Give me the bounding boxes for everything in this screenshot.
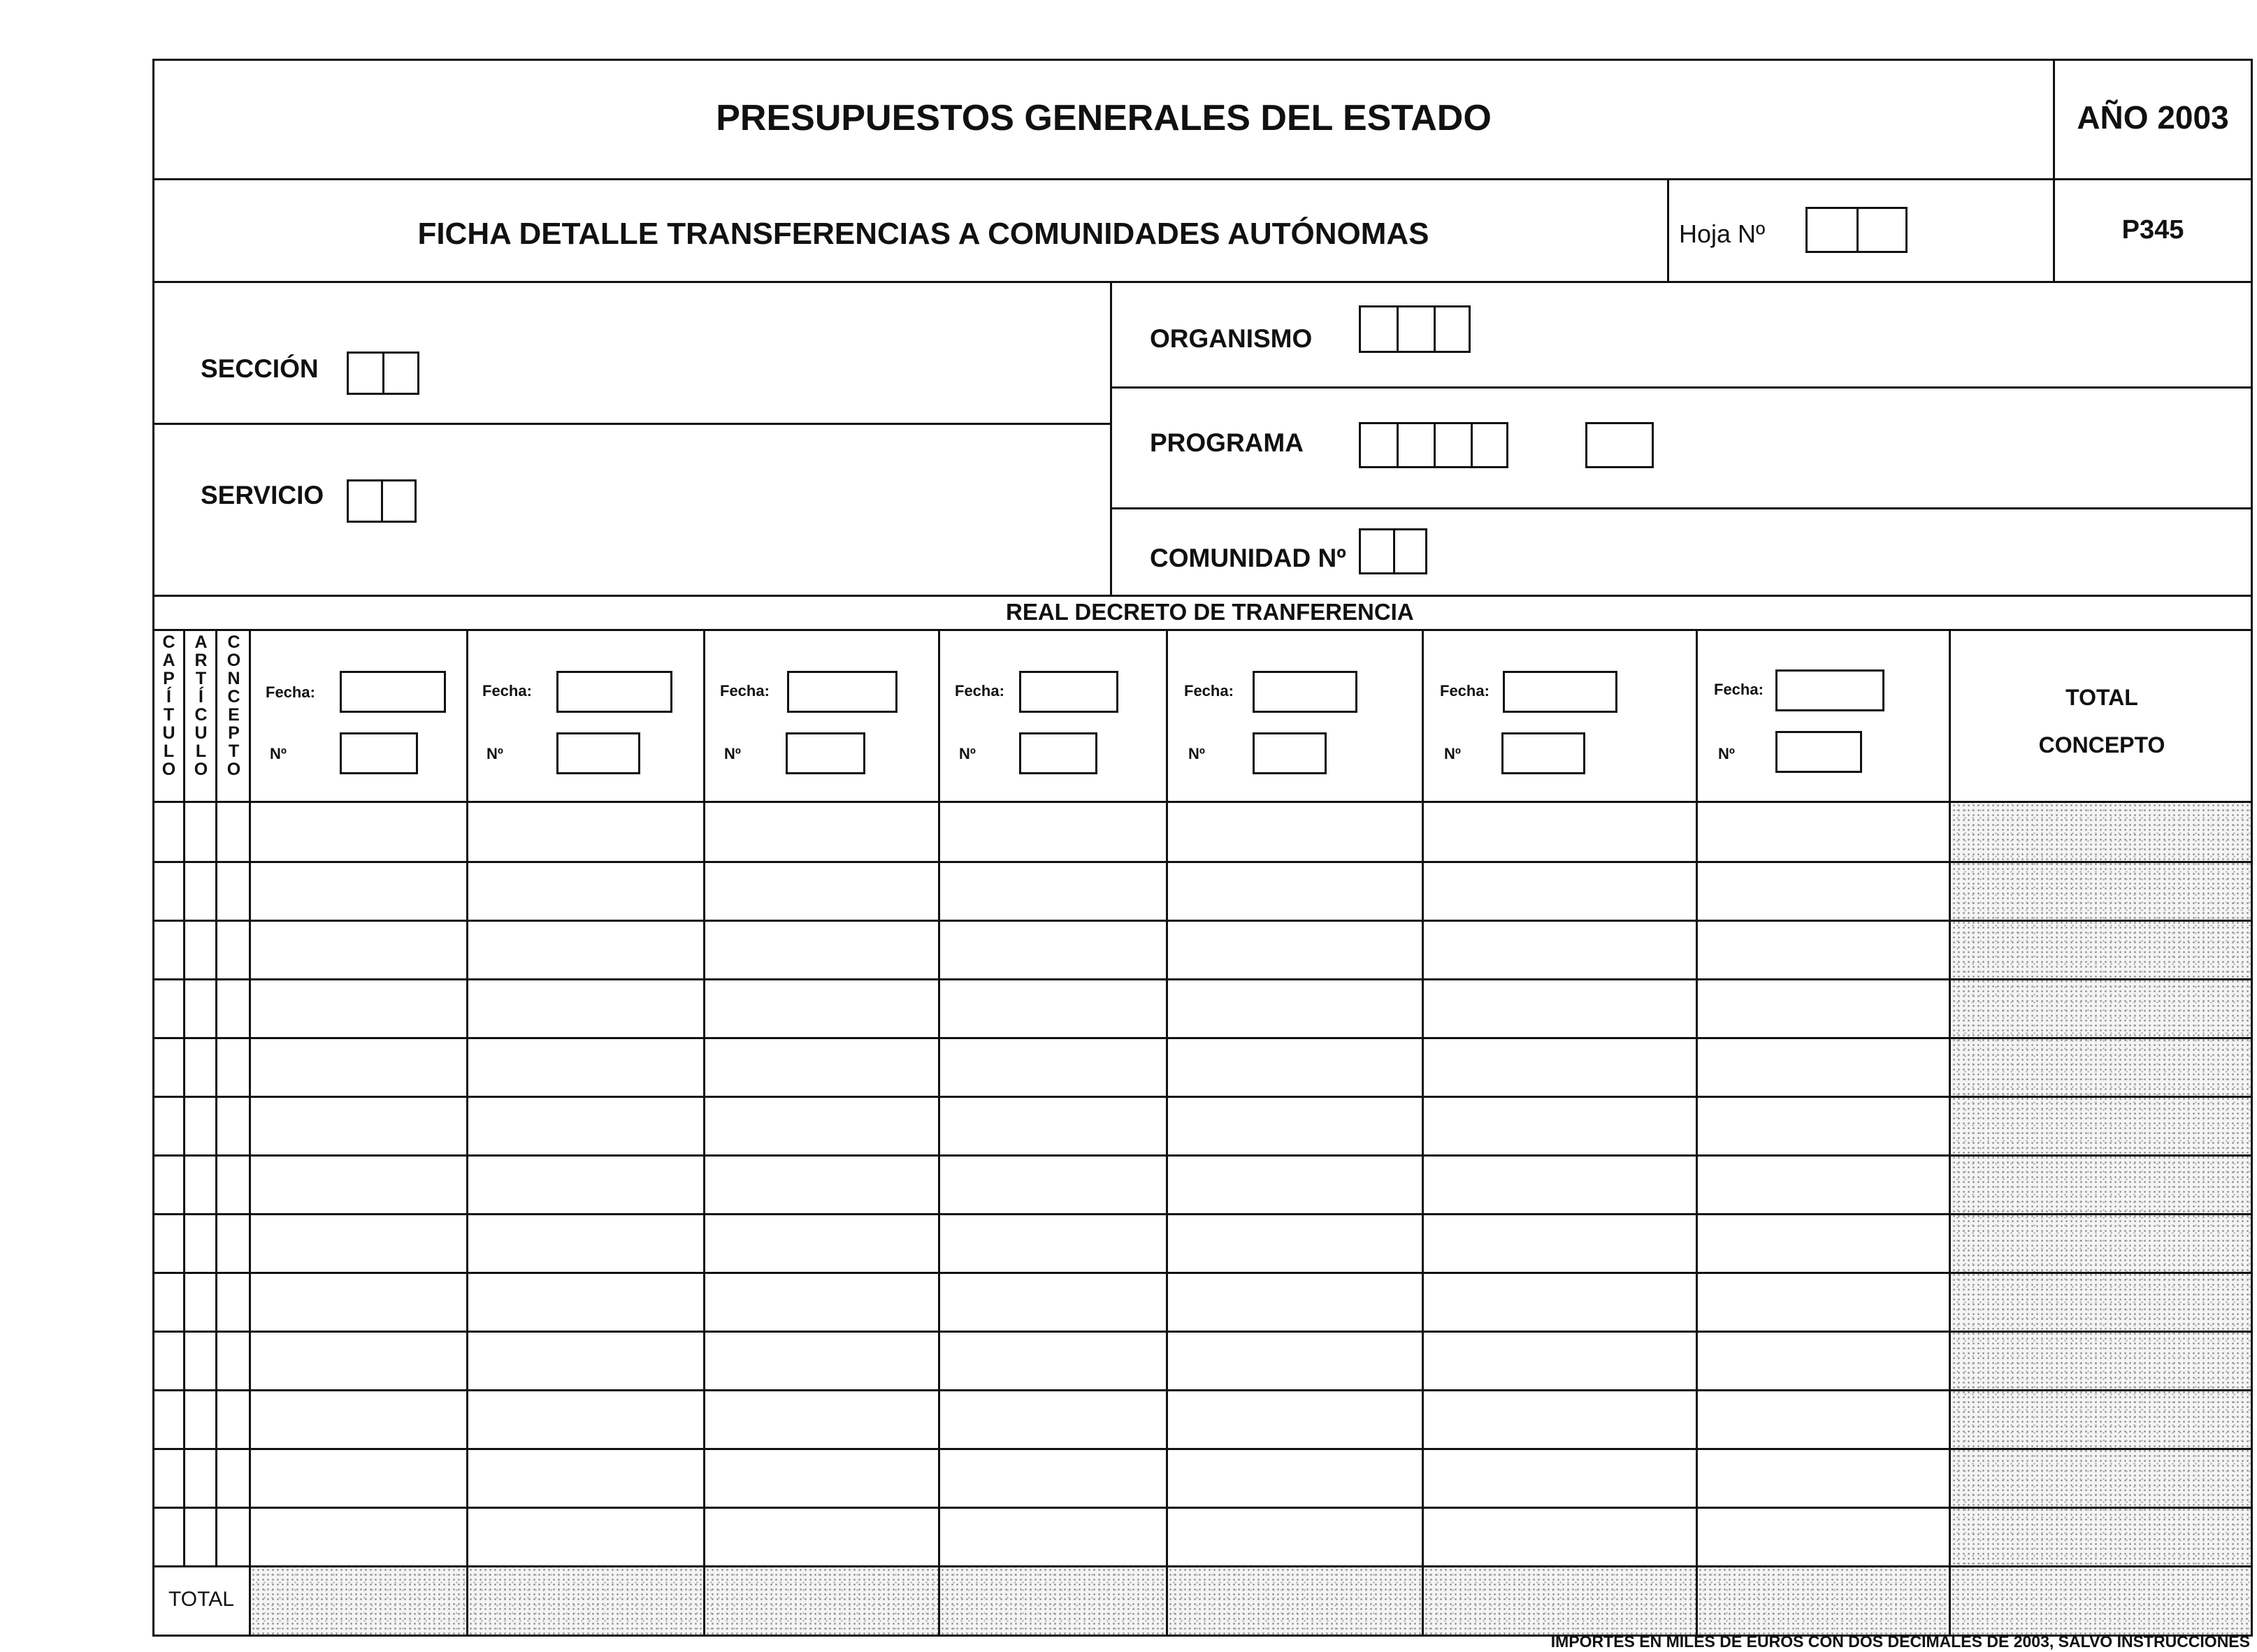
subheader-title-cell: [152, 178, 1669, 283]
total-row-shaded-4: [940, 1567, 1166, 1635]
fecha-input-4[interactable]: [1019, 671, 1118, 713]
total-row-shaded-5: [1168, 1567, 1422, 1635]
numero-input-3[interactable]: [786, 732, 865, 774]
organismo-input[interactable]: [1359, 305, 1471, 353]
fecha-input-2[interactable]: [556, 671, 672, 713]
header-year-cell: [2053, 59, 2253, 180]
numero-input-4[interactable]: [1019, 732, 1097, 774]
fecha-input-3[interactable]: [787, 671, 897, 713]
total-row-shaded-8: [1951, 1567, 2251, 1635]
numero-input-1[interactable]: [340, 732, 418, 774]
numero-input-7[interactable]: [1775, 731, 1862, 773]
hoja-number-input[interactable]: [1805, 207, 1908, 253]
total-row-shaded-2: [468, 1567, 703, 1635]
organismo-label: ORGANISMO: [1150, 324, 1313, 353]
comunidad-label: COMUNIDAD Nº: [1150, 544, 1346, 572]
page-title: PRESUPUESTOS GENERALES DEL ESTADO: [716, 98, 1492, 138]
seccion-input[interactable]: [347, 352, 419, 395]
comunidad-input[interactable]: [1359, 528, 1427, 574]
total-row-shaded-3: [705, 1567, 938, 1635]
header-title-cell: [152, 59, 2055, 180]
programa-input[interactable]: [1359, 422, 1508, 468]
footer-note: IMPORTES EN MILES DE EUROS CON DOS DECIMALES DE 2003, SALVO INSTRUCCIONES: [1550, 1632, 2250, 1651]
decree-section-title: REAL DECRETO DE TRANFERENCIA: [1006, 599, 1414, 625]
decree-section-title-cell: [152, 595, 2253, 631]
servicio-label: SERVICIO: [201, 481, 324, 509]
fecha-input-5[interactable]: [1253, 671, 1357, 713]
hoja-label: Hoja Nº: [1679, 219, 1766, 248]
articulo-header: ARTÍCULO: [191, 632, 211, 778]
fecha-input-6[interactable]: [1503, 671, 1617, 713]
servicio-input[interactable]: [347, 479, 417, 523]
total-row-shaded-1: [251, 1567, 466, 1635]
concepto-header: CONCEPTO: [224, 632, 244, 778]
form-code-cell: [2053, 178, 2253, 283]
fecha-input-7[interactable]: [1775, 669, 1884, 711]
total-row-label: TOTAL: [168, 1588, 234, 1611]
programa-label: PROGRAMA: [1150, 428, 1304, 457]
numero-input-2[interactable]: [556, 732, 640, 774]
total-row-shaded-7: [1698, 1567, 1949, 1635]
programa-extra-input[interactable]: [1585, 422, 1654, 468]
year-label: AÑO 2003: [2077, 99, 2229, 136]
total-row-shaded-6: [1424, 1567, 1696, 1635]
seccion-label: SECCIÓN: [201, 354, 319, 383]
total-concepto-header-line2: CONCEPTO: [2038, 732, 2165, 758]
capitulo-header: CAPÍTULO: [159, 632, 179, 778]
total-concepto-header-line1: TOTAL: [2065, 685, 2138, 710]
form-code: P345: [2121, 215, 2184, 245]
numero-input-6[interactable]: [1501, 732, 1585, 774]
form-title: FICHA DETALLE TRANSFERENCIAS A COMUNIDADES AUTÓNOMAS: [417, 217, 1429, 251]
numero-input-5[interactable]: [1253, 732, 1327, 774]
fecha-input-1[interactable]: [340, 671, 446, 713]
total-concepto-column-shaded: [1952, 803, 2251, 1565]
